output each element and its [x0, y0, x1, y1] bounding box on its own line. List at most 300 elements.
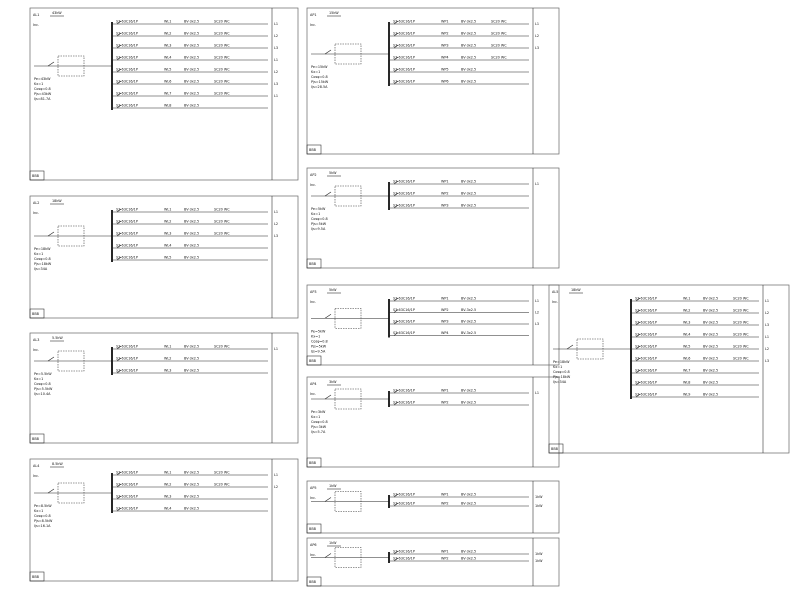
cable-spec: BV-3x2.5	[184, 67, 200, 72]
circuit-number: WL8	[164, 103, 172, 108]
breaker-spec: S3-63C16/1P	[116, 470, 138, 475]
breaker-spec: S3-63C16/1P	[393, 308, 415, 312]
breaker-spec: S3-63C16/1P	[635, 296, 657, 301]
circuit-number: WP1	[441, 388, 449, 393]
load-calc-line: Cosφ=0.8	[311, 420, 328, 424]
phase-label: 1kW	[535, 559, 543, 563]
distribution-panel	[30, 196, 298, 318]
conduit-spec: SC20 WC	[214, 219, 230, 224]
phase-label: L1	[535, 22, 540, 26]
phase-label: L1	[535, 299, 540, 303]
panel-tag: BBB	[32, 575, 39, 579]
load-calc-line: Cosφ=0.8	[34, 382, 51, 386]
breaker-spec: S3-63C16/1P	[635, 332, 657, 337]
phase-label: L2	[274, 485, 279, 489]
cable-spec: BV-3x2.5	[184, 494, 200, 499]
load-calc-line: Ijs=81.7A	[34, 97, 51, 101]
breaker-spec: S3-63C16/1P	[393, 203, 415, 208]
breaker-spec: S3-63C16/1P	[393, 179, 415, 184]
breaker-spec: S3-63C16/1P	[393, 67, 415, 72]
breaker-spec: S3-63C16/1P	[393, 549, 415, 554]
cable-spec: BV-3x2.5	[461, 191, 477, 196]
cable-spec: BV-3x2.5	[703, 380, 719, 385]
phase-label: L2	[765, 347, 770, 351]
circuit-number: WL3	[164, 231, 172, 236]
phase-label: L2	[274, 70, 279, 74]
circuit-number: WL6	[164, 79, 172, 84]
circuit-number: WP3	[441, 203, 449, 208]
panel-id: AL4	[33, 464, 40, 468]
distribution-panel	[307, 538, 559, 586]
conduit-spec: SC20 WC	[491, 31, 507, 36]
conduit-spec: SC20 WC	[733, 320, 749, 325]
phase-label: L2	[765, 311, 770, 315]
distribution-panel	[307, 168, 559, 268]
circuit-number: WP3	[441, 43, 449, 48]
load-calc-line: Pjs=5kW	[311, 344, 327, 349]
incoming-label: Inc.	[33, 474, 40, 478]
circuit-number: WL7	[683, 368, 691, 373]
distribution-panel	[307, 481, 559, 533]
conduit-spec: SC20 WC	[214, 31, 230, 36]
conduit-spec: SC20 WC	[733, 296, 749, 301]
circuit-number: WP5	[441, 67, 449, 72]
load-calc-line: Pe=8.5kW	[34, 504, 52, 508]
cable-spec: BV-3x2.5	[461, 492, 477, 497]
cable-spec: BV-3x2.5	[461, 501, 477, 506]
panel-tag: BBB	[309, 461, 316, 465]
load-calc-line: Pe=5kW	[311, 329, 326, 334]
panel-frame	[307, 168, 559, 268]
circuit-number: WP2	[441, 31, 449, 36]
conduit-spec: SC20 WC	[214, 482, 230, 487]
load-calc-line: Pjs=3kW	[311, 425, 327, 429]
load-calc-line: Cosφ=0.8	[311, 217, 328, 221]
cable-spec: BV-3x2.5	[461, 43, 477, 48]
incoming-label: Inc.	[310, 300, 317, 304]
phase-label: L3	[535, 322, 540, 326]
incoming-label: Inc.	[310, 392, 317, 396]
circuit-number: WL3	[164, 43, 172, 48]
conduit-spec: SC20 WC	[214, 67, 230, 72]
load-calc-line: Pe=3kW	[311, 410, 326, 414]
breaker-spec: S3-63C16/1P	[393, 388, 415, 393]
breaker-spec: S3-63C16/1P	[393, 55, 415, 60]
phase-label: L1	[765, 299, 770, 303]
load-calc-line: Cosφ=0.8	[34, 87, 51, 91]
panel-power: 1kW	[329, 484, 337, 488]
load-calc-line: Ijs=34A	[34, 267, 48, 271]
cable-spec: BV-3x2.5	[461, 331, 477, 335]
load-calc-line: Pjs=15kW	[311, 80, 329, 84]
panel-tag: BBB	[309, 527, 316, 531]
panel-power: 5kW	[329, 171, 337, 175]
load-calc-line: Pe=43kW	[34, 77, 51, 81]
panel-tag: BBB	[551, 447, 558, 451]
load-calc-line: Pe=5.5kW	[34, 372, 52, 376]
cable-spec: BV-3x2.5	[461, 400, 477, 405]
phase-label: 1kW	[535, 495, 543, 499]
panel-id: AP4	[310, 382, 317, 386]
panel-frame	[307, 377, 559, 467]
breaker-symbol	[48, 489, 54, 493]
breaker-spec: S3-63C16/1P	[393, 43, 415, 48]
breaker-spec: S3-63C16/1P	[393, 331, 415, 335]
cable-spec: BV-3x2.5	[184, 19, 200, 24]
breaker-spec: S3-63C16/1P	[635, 308, 657, 313]
panel-id: AP3	[310, 290, 317, 294]
cable-spec: BV-3x2.5	[461, 296, 477, 301]
circuit-number: WL1	[164, 19, 172, 24]
cable-spec: BV-3x2.5	[184, 506, 200, 511]
phase-label: L1	[535, 182, 540, 186]
cable-spec: BV-3x2.5	[703, 392, 719, 397]
panel-power: 15kW	[329, 11, 339, 15]
circuit-number: WL2	[164, 31, 172, 36]
circuit-number: WL7	[164, 91, 172, 96]
cable-spec: BV-3x2.5	[184, 219, 200, 224]
incoming-label: Inc.	[310, 496, 317, 500]
circuit-number: WL6	[683, 356, 691, 361]
phase-label: L3	[535, 46, 540, 50]
distribution-panel	[549, 285, 789, 453]
load-calc-line: Ijs=9.5A	[311, 227, 326, 231]
cable-spec: BV-3x2.5	[461, 67, 477, 72]
panel-id: AP6	[310, 543, 317, 547]
conduit-spec: SC20 WC	[214, 55, 230, 60]
panel-id: AL5	[552, 290, 559, 294]
panel-power: 18kW	[571, 288, 581, 292]
cable-spec: BV-3x2.5	[461, 556, 477, 561]
breaker-spec: S3-63C16/1P	[116, 356, 138, 361]
load-calc-line: Pe=18kW	[34, 247, 51, 251]
circuit-number: WL3	[683, 320, 691, 325]
circuit-number: WP2	[441, 556, 449, 561]
panel-id: AL3	[33, 338, 40, 342]
load-calc-line: Kx=1	[311, 415, 321, 419]
panel-id: AP2	[310, 173, 317, 177]
cable-spec: BV-3x2.5	[184, 103, 200, 108]
breaker-spec: S3-63C16/1P	[635, 392, 657, 397]
cable-spec: BV-3x2.5	[703, 368, 719, 373]
breaker-spec: S3-63C16/1P	[393, 296, 415, 301]
load-calc-line: Pjs=18kW	[553, 375, 571, 379]
circuit-number: WP4	[441, 55, 449, 60]
load-calc-line: Pe=15kW	[311, 65, 328, 69]
circuit-number: WL5	[683, 344, 691, 349]
panel-frame	[30, 459, 298, 581]
phase-label: L1	[274, 22, 279, 26]
load-calc-line: Kx=1	[311, 70, 321, 74]
cable-spec: BV-3x2.5	[461, 388, 477, 393]
incoming-label: Inc.	[552, 300, 559, 304]
conduit-spec: SC20 WC	[491, 43, 507, 48]
incoming-label: Inc.	[33, 348, 40, 352]
circuit-number: WP6	[441, 79, 449, 84]
phase-label: L1	[274, 347, 279, 351]
breaker-spec: S3-63C16/1P	[635, 344, 657, 349]
conduit-spec: SC20 WC	[733, 344, 749, 349]
circuit-number: WP1	[441, 492, 449, 497]
load-calc-line: Cosφ=0.8	[34, 257, 51, 261]
panel-frame	[307, 285, 559, 365]
phase-label: L3	[274, 82, 279, 86]
cable-spec: BV-3x2.5	[703, 332, 719, 337]
incoming-label: Inc.	[33, 211, 40, 215]
breaker-symbol	[325, 395, 331, 399]
circuit-number: WP4	[441, 331, 449, 335]
breaker-spec: S3-63C16/1P	[393, 319, 415, 324]
panel-tag: BBB	[32, 174, 39, 178]
breaker-spec: S3-63C16/1P	[116, 255, 138, 260]
breaker-spec: S3-63C16/1P	[116, 103, 138, 108]
distribution-panel	[307, 285, 559, 365]
phase-label: L3	[765, 359, 770, 363]
breaker-spec: S3-63C16/1P	[116, 19, 138, 24]
circuit-number: WL5	[164, 67, 172, 72]
load-calc-line: Pjs=43kW	[34, 92, 52, 96]
panel-frame	[307, 481, 559, 533]
breaker-symbol	[567, 345, 573, 349]
conduit-spec: SC20 WC	[733, 356, 749, 361]
load-calc-line: Ijs=16.1A	[34, 524, 51, 528]
phase-label: L2	[274, 34, 279, 38]
phase-label: L2	[535, 310, 540, 315]
conduit-spec: SC20 WC	[733, 332, 749, 337]
conduit-spec: SC20 WC	[733, 308, 749, 313]
panel-id: AL1	[33, 13, 40, 17]
conduit-spec: SC20 WC	[214, 19, 230, 24]
circuit-number: WP1	[441, 296, 449, 301]
distribution-panel	[307, 8, 559, 154]
cable-spec: BV-3x2.5	[461, 308, 477, 312]
load-calc-line: Ijs=28.5A	[311, 85, 328, 89]
cable-spec: BV-3x2.5	[461, 203, 477, 208]
circuit-number: WL4	[683, 332, 691, 337]
circuit-number: WP1	[441, 19, 449, 24]
incoming-label: Inc.	[33, 23, 40, 27]
cable-spec: BV-3x2.5	[184, 255, 200, 260]
distribution-panel	[30, 333, 298, 443]
breaker-spec: S3-63C16/1P	[116, 219, 138, 224]
load-calc-line: Pjs=8.5kW	[34, 519, 53, 523]
circuit-number: WL1	[164, 207, 172, 212]
breaker-symbol	[48, 357, 54, 361]
breaker-spec: S3-63C16/1P	[393, 19, 415, 24]
conduit-spec: SC20 WC	[214, 79, 230, 84]
conduit-spec: SC20 WC	[214, 344, 230, 349]
phase-label: 1kW	[535, 504, 543, 508]
cable-spec: BV-3x2.5	[461, 55, 477, 60]
cable-spec: BV-3x2.5	[461, 179, 477, 184]
cable-spec: BV-3x2.5	[703, 320, 719, 325]
circuit-number: WP1	[441, 549, 449, 554]
panel-tag: BBB	[309, 148, 316, 152]
load-calc-line: Cosφ=0.8	[34, 514, 51, 518]
panel-tag: BBB	[32, 312, 39, 316]
breaker-spec: S3-63C16/1P	[635, 356, 657, 361]
circuit-number: WL1	[683, 296, 691, 301]
phase-label: L1	[765, 335, 770, 339]
load-calc-line: Ijs=10.4A	[34, 392, 51, 396]
panel-id: AL2	[33, 201, 40, 205]
phase-label: L3	[274, 46, 279, 50]
phase-label: L1	[274, 210, 279, 214]
cable-spec: BV-3x2.5	[703, 344, 719, 349]
phase-label: L2	[535, 34, 540, 38]
cable-spec: BV-3x2.5	[184, 55, 200, 60]
breaker-spec: S3-63C16/1P	[116, 368, 138, 373]
circuit-number: WP2	[441, 501, 449, 506]
circuit-number: WL5	[164, 255, 172, 260]
circuit-number: WP2	[441, 400, 449, 405]
breaker-spec: S3-63C16/1P	[116, 344, 138, 349]
breaker-symbol	[325, 554, 331, 558]
panel-frame	[30, 333, 298, 443]
load-calc-line: Ijs=5.7A	[311, 430, 326, 434]
circuit-number: WL3	[164, 368, 172, 373]
circuit-number: WP1	[441, 179, 449, 184]
breaker-spec: S3-63C16/1P	[116, 494, 138, 499]
panel-power: 5kW	[329, 288, 337, 292]
circuit-number: WL2	[683, 308, 691, 313]
load-calc-line: Pjs=5.5kW	[34, 387, 53, 391]
panel-frame	[549, 285, 789, 453]
cable-spec: BV-3x2.5	[703, 308, 719, 313]
circuit-number: WL4	[164, 55, 172, 60]
circuit-number: WL1	[164, 344, 172, 349]
cable-spec: BV-3x2.5	[184, 43, 200, 48]
load-calc-line: Kx=1	[34, 377, 44, 381]
cable-spec: BV-3x2.5	[703, 296, 719, 301]
breaker-spec: S3-63C16/1P	[116, 506, 138, 511]
load-calc-line: Kx=1	[311, 212, 321, 216]
distribution-panel	[30, 8, 298, 180]
breaker-spec: S3-63C16/1P	[116, 79, 138, 84]
circuit-number: WP3	[441, 319, 449, 324]
cable-spec: BV-3x2.5	[184, 79, 200, 84]
cable-spec: BV-3x2.5	[461, 79, 477, 84]
panel-power: 18kW	[52, 199, 62, 203]
load-calc-line: Cosφ=0.8	[311, 339, 328, 344]
phase-label: L1	[274, 94, 279, 98]
breaker-symbol	[325, 192, 331, 196]
circuit-number: WP2	[441, 191, 449, 196]
breaker-spec: S3-63C16/1P	[393, 191, 415, 196]
panel-power: 1kW	[329, 541, 337, 545]
panel-tag: BBB	[309, 262, 316, 266]
load-calc-line: Kx=1	[311, 334, 321, 339]
incoming-label: Inc.	[310, 183, 317, 187]
load-calc-line: Ijs=34A	[553, 380, 567, 384]
circuit-number: WL4	[164, 243, 172, 248]
breaker-spec: S3-63C16/1P	[393, 400, 415, 405]
cable-spec: BV-3x2.5	[703, 356, 719, 361]
cable-spec: BV-3x2.5	[184, 31, 200, 36]
breaker-spec: S3-63C16/1P	[635, 368, 657, 373]
panel-frame	[307, 8, 559, 154]
load-calc-line: Pe=18kW	[553, 360, 570, 364]
distribution-panel	[307, 377, 559, 467]
circuit-number: WL2	[164, 219, 172, 224]
circuit-number: WL2	[164, 482, 172, 487]
load-calc-line: Kx=1	[34, 252, 44, 256]
breaker-spec: S3-63C16/1P	[116, 31, 138, 36]
load-calc-line: Kx=1	[553, 365, 563, 369]
breaker-symbol	[48, 232, 54, 236]
panel-tag: BBB	[309, 580, 316, 584]
load-calc-line: Pjs=18kW	[34, 262, 52, 266]
breaker-spec: S3-63C16/1P	[393, 492, 415, 497]
breaker-symbol	[325, 498, 331, 502]
cable-spec: BV-3x2.5	[461, 19, 477, 24]
panel-id: AP1	[310, 13, 317, 17]
circuit-number: WL9	[683, 392, 691, 397]
breaker-spec: S3-63C16/1P	[393, 31, 415, 36]
load-calc-line: Pjs=5kW	[311, 222, 327, 226]
circuit-number: WL3	[164, 494, 172, 499]
breaker-spec: S3-63C16/1P	[393, 501, 415, 506]
load-calc-line: Cosφ=0.8	[311, 75, 328, 79]
distribution-panel	[30, 459, 298, 581]
breaker-symbol	[325, 314, 331, 318]
breaker-spec: S3-63C16/1P	[116, 207, 138, 212]
cable-spec: BV-3x2.5	[461, 319, 477, 324]
conduit-spec: SC20 WC	[214, 470, 230, 475]
incoming-label: Inc.	[310, 553, 317, 557]
phase-label: L1	[274, 58, 279, 62]
conduit-spec: SC20 WC	[214, 91, 230, 96]
phase-label: L2	[274, 222, 279, 226]
phase-label: L1	[535, 391, 540, 395]
breaker-spec: S3-63C16/1P	[116, 91, 138, 96]
breaker-spec: S3-63C16/1P	[393, 556, 415, 561]
panel-frame	[307, 538, 559, 586]
panel-power: 43kW	[52, 11, 62, 15]
breaker-spec: S3-63C16/1P	[116, 43, 138, 48]
circuit-number: WL1	[164, 470, 172, 475]
panel-power: 3kW	[329, 380, 337, 384]
conduit-spec: SC20 WC	[214, 43, 230, 48]
cable-spec: BV-3x2.5	[184, 356, 200, 361]
conduit-spec: SC20 WC	[491, 55, 507, 60]
conduit-spec: SC20 WC	[491, 19, 507, 24]
breaker-spec: S3-63C16/1P	[635, 320, 657, 325]
load-calc-line: Kx=1	[34, 82, 44, 86]
phase-label: 1kW	[535, 552, 543, 556]
cable-spec: BV-3x2.5	[184, 207, 200, 212]
breaker-spec: S3-63C16/1P	[116, 243, 138, 248]
cable-spec: BV-3x2.5	[184, 482, 200, 487]
incoming-label: Inc.	[310, 23, 317, 27]
breaker-spec: S3-63C16/1P	[116, 67, 138, 72]
cable-spec: BV-3x2.5	[184, 231, 200, 236]
cable-spec: BV-3x2.5	[184, 91, 200, 96]
phase-label: L1	[274, 473, 279, 477]
panel-tag: BBB	[309, 359, 316, 363]
breaker-spec: S3-63C16/1P	[116, 231, 138, 236]
breaker-symbol	[48, 62, 54, 66]
panel-power: 8.5kW	[52, 462, 63, 466]
cable-spec: BV-3x2.5	[184, 368, 200, 373]
conduit-spec: SC20 WC	[214, 207, 230, 212]
cable-spec: BV-3x2.5	[461, 549, 477, 554]
conduit-spec: SC20 WC	[214, 231, 230, 236]
load-calc-line: Pe=5kW	[311, 207, 326, 211]
circuit-number: WL2	[164, 356, 172, 361]
circuit-number: WL4	[164, 506, 172, 511]
panel-tag: BBB	[32, 437, 39, 441]
